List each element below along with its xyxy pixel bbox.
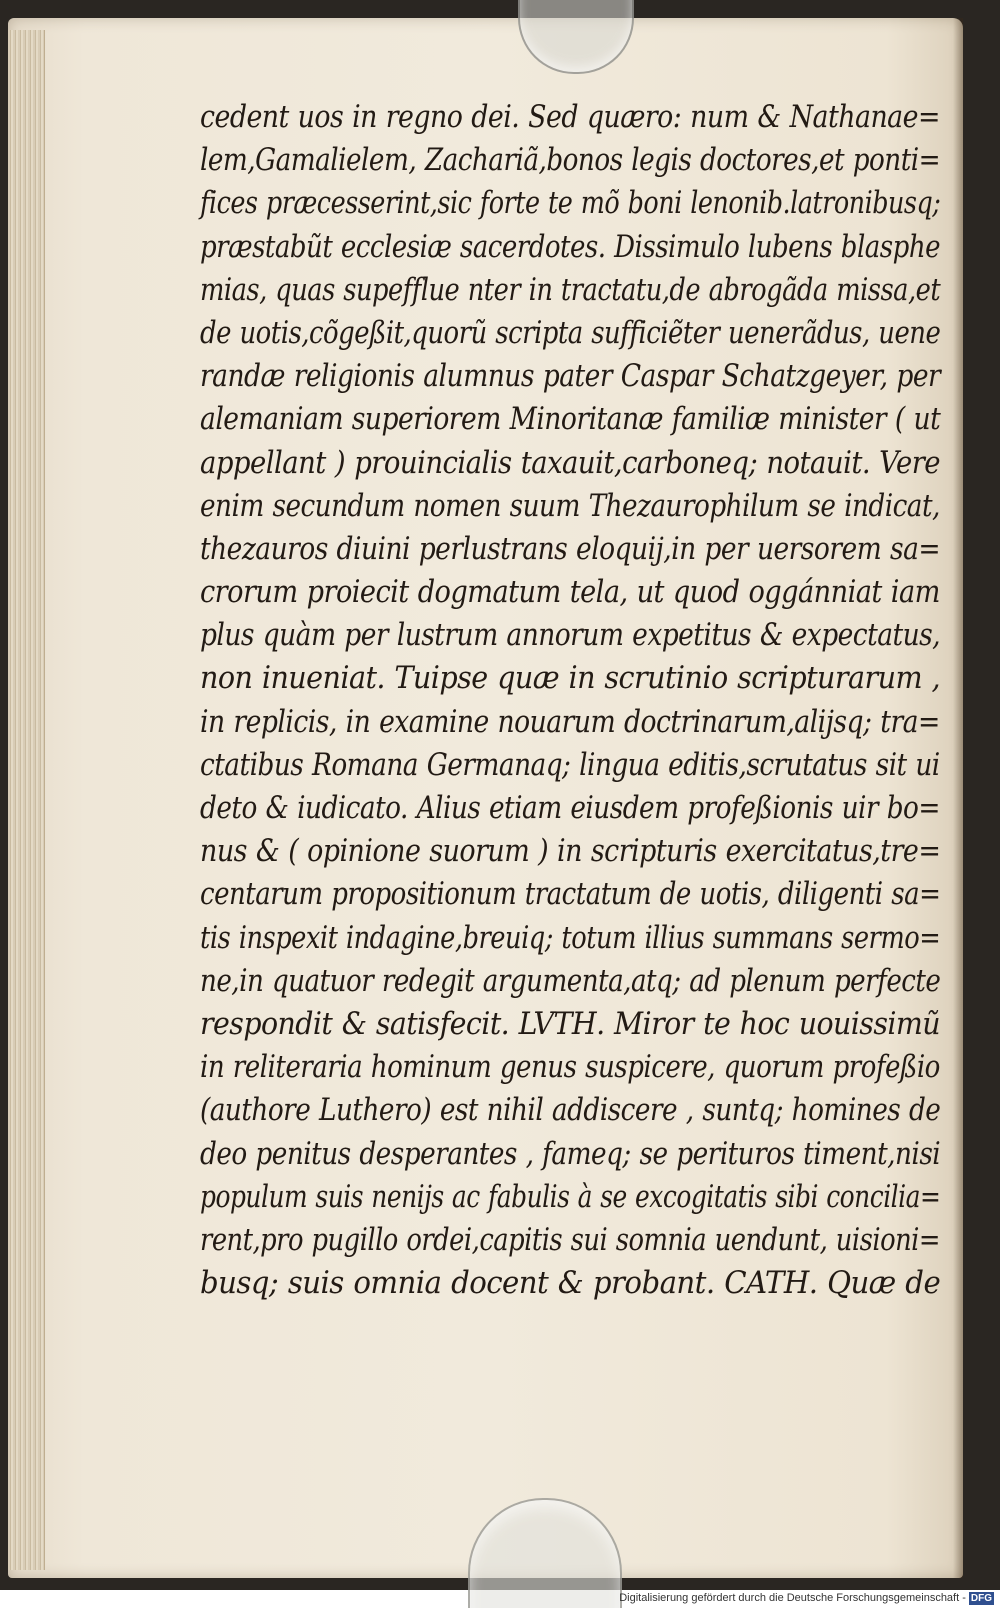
text-line: populum suis nenijs ac fabulis à se excogitatis sibi concilia= — [200, 1179, 941, 1215]
text-line: busq; suis omnia docent & probant. CATH. Quæ de — [200, 1266, 941, 1302]
text-line: deto & iudicato. Alius etiam eiusdem profeßionis uir bo= — [200, 791, 940, 826]
text-line: mias, quas supefflue nter in tractatu,de abrogãda missa,et — [200, 272, 941, 308]
credit-text: Digitalisierung gefördert durch die Deutsche Forschungsgemeinschaft - — [619, 1592, 966, 1604]
text-line: præstabũt ecclesiæ sacerdotes. Dissimulo lubens blasphe — [200, 229, 940, 265]
text-line: crorum proiecit dogmatum tela, ut quod oggánniat iam — [200, 575, 940, 611]
text-line: ne,in quatuor redegit argumenta,atq; ad plenum perfecte — [200, 963, 941, 999]
page-edges — [8, 30, 45, 1570]
text-line: respondit & satisfecit. LVTH. Miror te hoc uouissimũ — [200, 1006, 941, 1042]
text-line: nus & ( opinione suorum ) in scripturis exercitatus,tre= — [200, 834, 941, 870]
text-line: cedent uos in regno dei. Sed quæro: num & Nathanae= — [200, 100, 940, 135]
text-line: centarum propositionum tractatum de uotis, diligenti sa= — [200, 877, 941, 913]
text-line: fices præcesserint,sic forte te mõ boni lenonib.latronibusq; — [200, 186, 941, 222]
text-line: ctatibus Romana Germanaq; lingua editis,scrutatus sit ui — [200, 747, 940, 783]
text-line: lem,Gamalielem, Zachariã,bonos legis doctores,et ponti= — [200, 143, 941, 179]
text-line: rent,pro pugillo ordei,capitis sui somnia uendunt, uisioni= — [200, 1222, 941, 1258]
text-line: in replicis, in examine nouarum doctrinarum,alijsq; tra= — [200, 704, 940, 740]
text-line: plus quàm per lustrum annorum expetitus & expectatus, — [200, 618, 941, 654]
text-line: in reliteraria hominum genus suspicere, quorum profeßio — [200, 1050, 940, 1086]
text-line: randæ religionis alumnus pater Caspar Schatzgeyer, per — [200, 359, 941, 395]
text-line: tis inspexit indagine,breuiq; totum illius summans sermo= — [200, 920, 941, 956]
text-line: non inueniat. Tuipse quæ in scrutinio scripturarum , — [200, 661, 941, 697]
body-text — [200, 96, 940, 1305]
text-line: alemaniam superiorem Minoritanæ familiæ minister ( ut — [200, 402, 941, 438]
text-line: de uotis,cõgeßit,quorũ scripta sufficiẽter uenerãdus, uene — [200, 315, 941, 351]
text-line: deo penitus desperantes , fameq; se perituros timent,nisi — [200, 1136, 941, 1172]
text-line: enim secundum nomen suum Thezaurophilum se indicat, — [200, 488, 940, 524]
dfg-logo: DFG — [970, 1592, 992, 1604]
digitization-credit — [619, 1590, 994, 1606]
text-line: thezauros diuini perlustrans eloquij,in per uersorem sa= — [200, 531, 941, 567]
text-line: appellant ) prouincialis taxauit,carboneq; notauit. Vere — [200, 445, 941, 481]
text-line: (authore Luthero) est nihil addiscere , suntq; homines de — [200, 1093, 941, 1129]
gutter-shadow — [953, 18, 963, 1578]
